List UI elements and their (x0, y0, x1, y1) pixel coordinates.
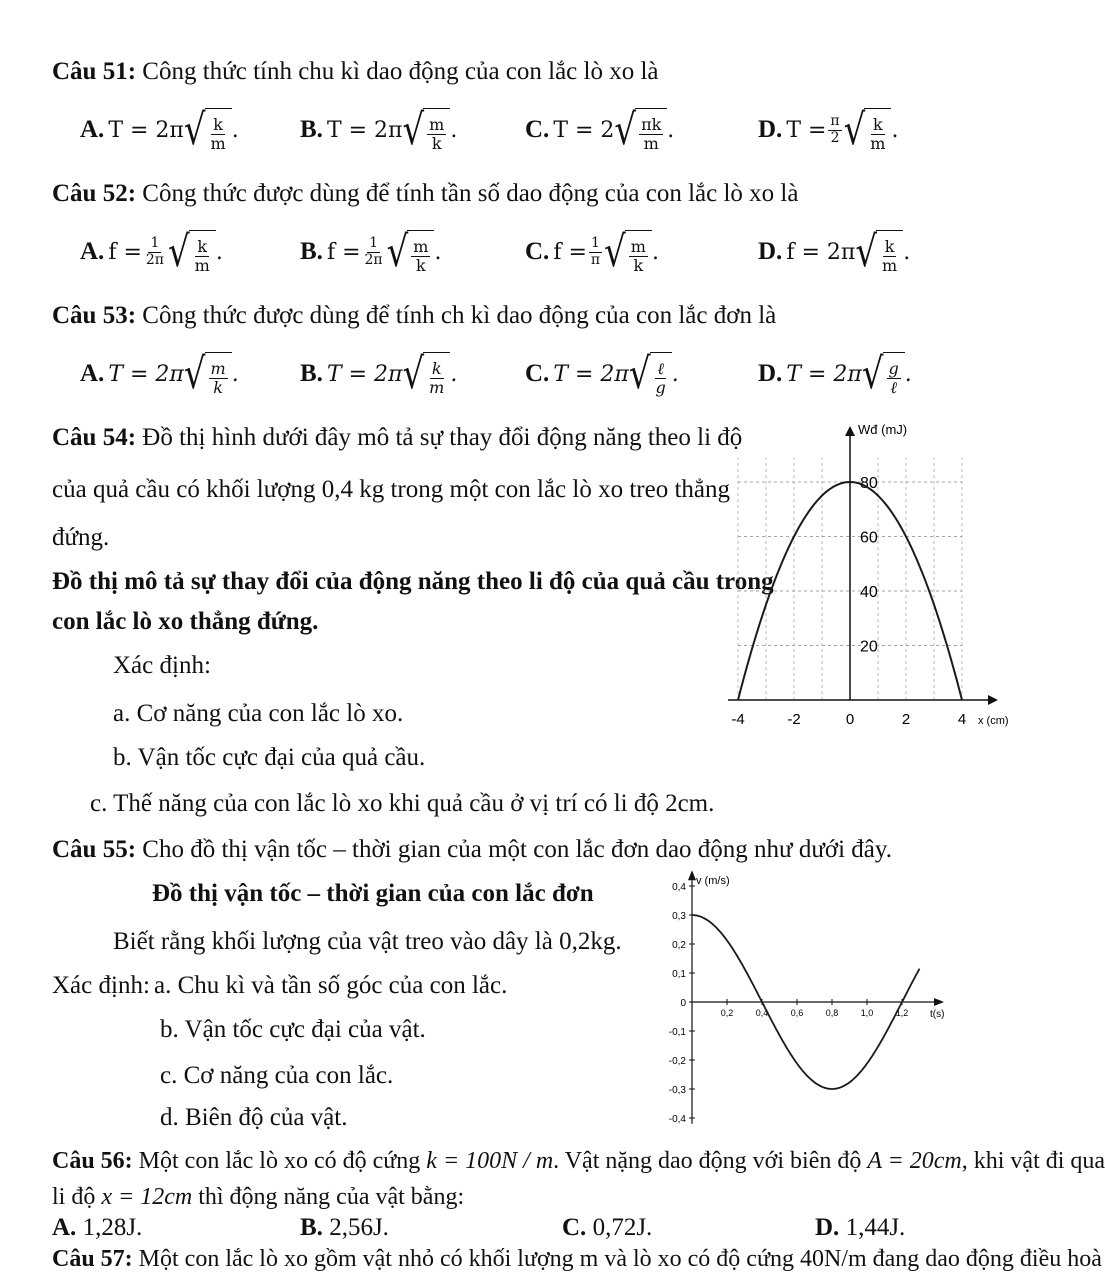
q51-option-d[interactable] (758, 105, 899, 156)
q57-text: Một con lắc lò xo gồm vật nhỏ có khối lượng m và lò xo có độ cứng 40N/m đang dao động điều hoà (138, 1246, 1102, 1272)
y-tick-label: 0,4 (672, 882, 686, 893)
q54-bold-line1: Đồ thị mô tả sự thay đổi của động năng theo li độ của quả cầu trong (52, 568, 774, 595)
q56-stem-line1 (52, 1148, 1105, 1174)
formula: T = 2π √ $\frac{k}{m}$ . (326, 349, 458, 400)
q55-stem (52, 836, 892, 864)
q56-option-a[interactable]: A. 1,28J. (52, 1214, 143, 1241)
q56-option-c[interactable]: C. 0,72J. (562, 1214, 653, 1241)
q52-option-b[interactable] (300, 227, 442, 278)
q54-part-a: a. Cơ năng của con lắc lò xo. (113, 700, 404, 727)
y-tick-label: 40 (860, 584, 878, 601)
x-axis-arrow (934, 998, 944, 1006)
q54-part-b: b. Vận tốc cực đại của quả cầu. (113, 744, 426, 771)
x-tick-label: 1,0 (860, 1008, 874, 1018)
x-axis-arrow (988, 695, 998, 705)
q54-stem-line2: của quả cầu có khối lượng 0,4 kg trong một con lắc lò xo treo thẳng (52, 476, 730, 503)
q55-mass: Biết rằng khối lượng của vật treo vào dây là 0,2kg. (113, 928, 622, 955)
q52-option-a[interactable] (80, 227, 223, 278)
formula: T = 2π √ $\frac{\text{ℓ}}{g}$ . (553, 349, 679, 400)
q56-option-b[interactable]: B. 2,56J. (300, 1214, 389, 1241)
q56-k-expression: k = 100N / m (426, 1148, 554, 1174)
q56-line2b: thì động năng của vật bằng: (198, 1184, 465, 1210)
y-axis-label: Wđ (mJ) (858, 422, 908, 437)
formula: T = 2π √ $\frac{g}{\text{ℓ}}$ . (786, 349, 912, 400)
q52-text: Công thức được dùng để tính tần số dao động của con lắc lò xo là (142, 180, 799, 207)
option-label: B. (300, 360, 323, 388)
x-tick-label: 2 (901, 711, 911, 728)
q53-stem (52, 302, 776, 330)
q52-option-d[interactable] (758, 227, 911, 278)
q55-text: Cho đồ thị vận tốc – thời gian của một con lắc đơn dao động như dưới đây. (142, 836, 893, 863)
formula: T = 2π √ $\frac{k}{m}$ . (108, 105, 239, 156)
y-tick-label: 0,2 (672, 940, 686, 951)
q56-amplitude-expression: A = 20cm (867, 1148, 962, 1174)
option-label: C. (525, 116, 550, 144)
x-axis-label: t(s) (930, 1009, 945, 1020)
q55-part-a: a. Chu kì và tần số góc của con lắc. (154, 972, 508, 999)
q57-stem (52, 1246, 1102, 1272)
q55-intro: Xác định: (52, 972, 150, 999)
q56-text2: . Vật nặng dao động với biên độ (553, 1148, 862, 1174)
q52-stem (52, 180, 798, 208)
formula: f = $\frac{1}{2\pi}$ √ $\frac{m}{k}$ . (326, 227, 442, 278)
formula: f = 2π √ $\frac{k}{m}$ . (786, 227, 911, 278)
option-label: B. (300, 238, 323, 266)
formula: T = 2π √ $\frac{m}{k}$ . (326, 105, 458, 156)
x-tick-label: 0,4 (755, 1008, 769, 1018)
q54-stem-line1 (52, 424, 742, 452)
q53-option-a[interactable] (80, 349, 239, 400)
q56-label: Câu 56: (52, 1148, 133, 1174)
x-tick-label: 4 (957, 711, 967, 728)
q52-option-c[interactable] (525, 227, 659, 278)
y-tick-label: 60 (860, 529, 878, 547)
x-tick-label: 0,2 (720, 1008, 734, 1018)
q51-option-b[interactable] (300, 105, 458, 156)
q56-line2a: li độ (52, 1184, 96, 1210)
option-label: A. (80, 238, 105, 266)
option-label: B. (300, 116, 323, 144)
option-label: D. (758, 360, 783, 388)
q54-stem-line3: đứng. (52, 524, 110, 551)
y-axis-label: v (m/s) (696, 875, 730, 887)
y-tick-label: -0,4 (668, 1114, 686, 1125)
y-axis-arrow (688, 870, 696, 880)
option-label: D. (758, 116, 783, 144)
formula: f = $\frac{1}{2\pi}$ √ $\frac{k}{m}$ . (108, 227, 223, 278)
q56-text1: Một con lắc lò xo có độ cứng (138, 1148, 421, 1174)
y-tick-label: 0,3 (672, 911, 686, 922)
q51-option-a[interactable] (80, 105, 239, 156)
formula: T = 2π √ $\frac{m}{k}$ . (108, 349, 239, 400)
y-axis-arrow (845, 426, 855, 436)
formula: f = $\frac{1}{\pi}$ √ $\frac{m}{k}$ . (553, 227, 659, 278)
y-tick-label: -0,3 (668, 1085, 686, 1096)
q55-label: Câu 55: (52, 836, 137, 863)
y-tick-label: -0,2 (668, 1056, 686, 1067)
q51-stem (52, 58, 659, 86)
q55-part-b: b. Vận tốc cực đại của vật. (160, 1016, 426, 1043)
y-tick-label: 0,1 (672, 969, 686, 980)
option-label: A. (80, 360, 105, 388)
x-tick-label: 0 (845, 711, 855, 728)
x-axis-label: x (cm) (978, 715, 1009, 727)
q53-option-d[interactable] (758, 349, 912, 400)
q54-bold-line2: con lắc lò xo thẳng đứng. (52, 608, 319, 635)
q53-option-c[interactable] (525, 349, 679, 400)
q56-x-expression: x = 12cm (101, 1184, 193, 1210)
q55-part-d: d. Biên độ của vật. (160, 1104, 348, 1131)
formula: T = 2 √ $\frac{\pi k}{m}$ . (553, 105, 675, 156)
kinetic-energy-chart (710, 418, 1020, 730)
q56-option-d[interactable]: D. 1,44J. (815, 1214, 906, 1241)
x-tick-label: -4 (731, 711, 745, 728)
q54-part-c: c. Thế năng của con lắc lò xo khi quả cầu ở vị trí có li độ 2cm. (90, 790, 715, 817)
option-label: C. (525, 238, 550, 266)
velocity-time-chart (650, 870, 960, 1125)
q51-text: Công thức tính chu kì dao động của con lắc lò xo là (142, 58, 659, 85)
q54-label: Câu 54: (52, 424, 137, 451)
q56-stem-line2 (52, 1184, 464, 1210)
q54-intro: Xác định: (113, 652, 211, 679)
q53-label: Câu 53: (52, 302, 137, 329)
x-tick-label: 0,6 (790, 1008, 804, 1018)
q55-chart-title: Đồ thị vận tốc – thời gian của con lắc đơn (152, 880, 594, 907)
y-tick-label: 80 (860, 475, 878, 492)
x-tick-label: -2 (787, 711, 801, 728)
q56-text3: , khi vật đi qua (961, 1148, 1105, 1174)
y-tick-label: 0 (680, 998, 686, 1009)
formula: T = $\frac{\pi}{2}$ √ $\frac{k}{m}$ . (786, 105, 899, 156)
y-tick-label: 20 (860, 638, 878, 656)
x-tick-label: 0,8 (825, 1008, 839, 1018)
option-label: A. (80, 116, 105, 144)
y-tick-label: -0,1 (668, 1027, 686, 1038)
q51-label: Câu 51: (52, 58, 137, 85)
x-tick-label: 1,2 (895, 1008, 909, 1018)
q53-text: Công thức được dùng để tính ch kì dao động của con lắc đơn là (142, 302, 777, 329)
q52-label: Câu 52: (52, 180, 137, 207)
q54-text: Đồ thị hình dưới đây mô tả sự thay đổi động năng theo li độ (142, 424, 743, 451)
q57-label: Câu 57: (52, 1246, 133, 1272)
q53-option-b[interactable] (300, 349, 458, 400)
option-label: D. (758, 238, 783, 266)
q51-option-c[interactable] (525, 105, 675, 156)
q55-part-c: c. Cơ năng của con lắc. (160, 1062, 394, 1089)
option-label: C. (525, 360, 550, 388)
